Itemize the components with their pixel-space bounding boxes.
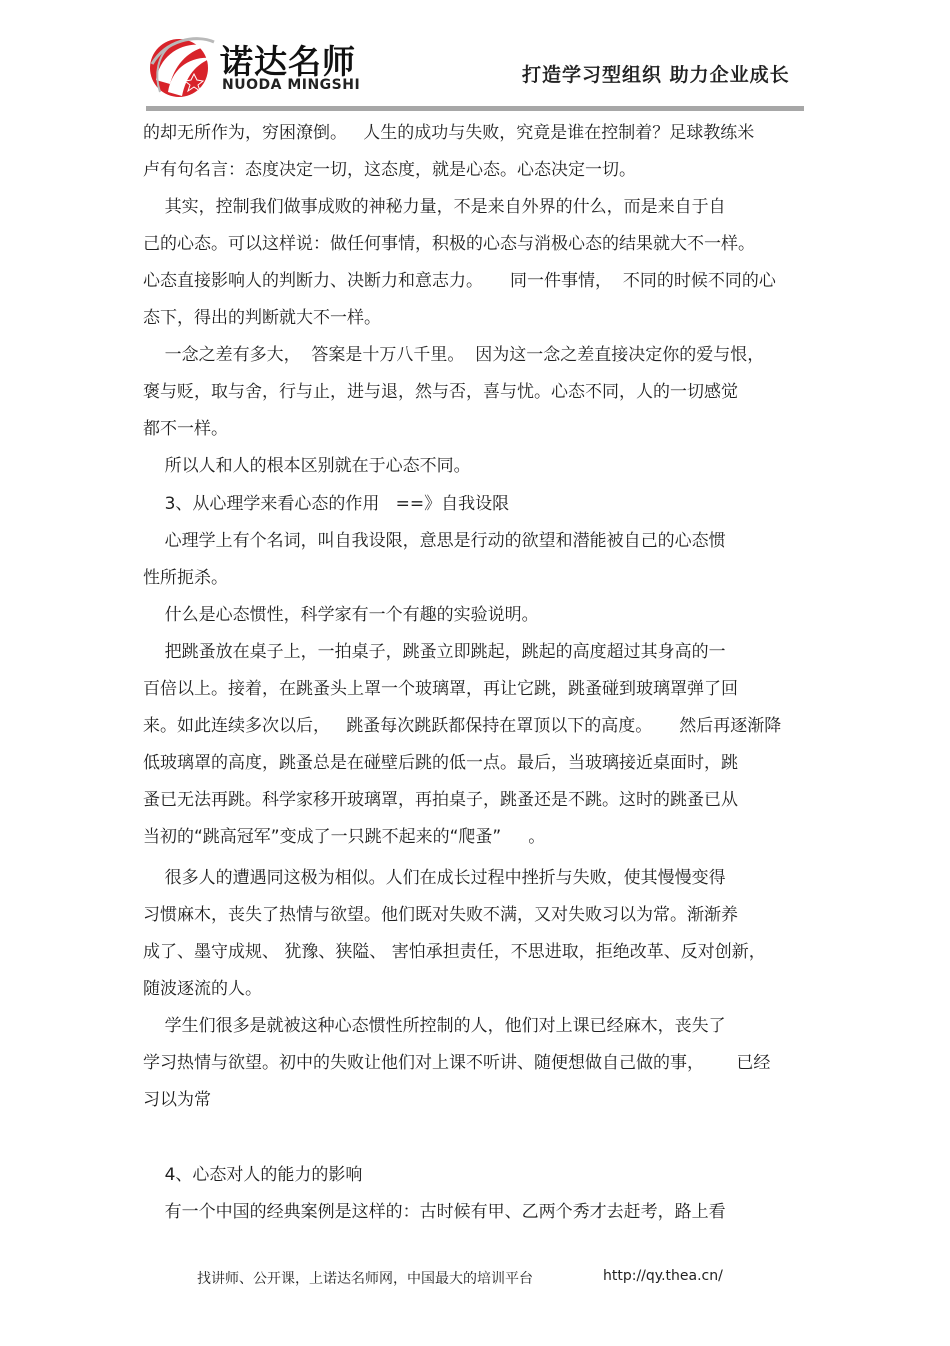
text-line: 学习热情与欲望。初中的失败让他们对上课不听讲、随便想做自己做的事， 已经	[143, 1053, 771, 1073]
footer-url-link[interactable]: http://qy.thea.cn/	[603, 1268, 723, 1284]
text-line: 低玻璃罩的高度，跳蚤总是在碰壁后跳的低一点。最后，当玻璃接近桌面时，跳	[143, 753, 738, 773]
text-line: 心态直接影响人的判断力、决断力和意志力。 同一件事情， 不同的时候不同的心	[143, 271, 776, 291]
text-line: 成了、墨守成规、 犹豫、狭隘、 害怕承担责任，不思进取，拒绝改革、反对创新，	[143, 942, 766, 962]
header-slogan: 打造学习型组织 助力企业成长	[522, 64, 790, 86]
text-line: 来。如此连续多次以后， 跳蚤每次跳跃都保持在罩顶以下的高度。 然后再逐渐降	[143, 716, 782, 736]
text-line: 都不一样。	[143, 419, 228, 439]
text-line: 心理学上有个名词，叫自我设限，意思是行动的欲望和潜能被自己的心态惯	[143, 531, 726, 551]
text-line: 蚤已无法再跳。科学家移开玻璃罩，再拍桌子，跳蚤还是不跳。这时的跳蚤已从	[143, 790, 738, 810]
footer-text: 找讲师、公开课，上诺达名师网，中国最大的培训平台	[197, 1271, 533, 1287]
header-divider	[146, 106, 804, 111]
text-line: 当初的“跳高冠军”变成了一只跳不起来的“爬蚤” 。	[143, 827, 546, 847]
text-line: 一念之差有多大， 答案是十万八千里。 因为这一念之差直接决定你的爱与恨，	[143, 345, 765, 365]
text-line: 性所扼杀。	[143, 568, 228, 588]
section-heading: 4、心态对人的能力的影响	[143, 1165, 363, 1185]
text-line: 习惯麻木，丧失了热情与欲望。他们既对失败不满，又对失败习以为常。渐渐养	[143, 905, 738, 925]
text-line: 随波逐流的人。	[143, 979, 262, 999]
text-line: 卢有句名言：态度决定一切，这态度，就是心态。心态决定一切。	[143, 160, 636, 180]
text-line: 其实，控制我们做事成败的神秘力量，不是来自外界的什么，而是来自于自	[143, 197, 726, 217]
text-line: 学生们很多是就被这种心态惯性所控制的人，他们对上课已经麻木，丧失了	[143, 1016, 726, 1036]
text-line: 所以人和人的根本区别就在于心态不同。	[143, 456, 471, 476]
text-line: 的却无所作为，穷困潦倒。 人生的成功与失败，究竟是谁在控制着？足球教练米	[143, 123, 755, 143]
text-line: 把跳蚤放在桌子上，一拍桌子，跳蚤立即跳起，跳起的高度超过其身高的一	[143, 642, 726, 662]
text-line: 很多人的遭遇同这极为相似。人们在成长过程中挫折与失败，使其慢慢变得	[143, 868, 726, 888]
brand-name-chinese: 诺达名师	[220, 42, 356, 81]
text-line: 习以为常	[143, 1090, 211, 1110]
text-line: 百倍以上。接着，在跳蚤头上罩一个玻璃罩，再让它跳，跳蚤碰到玻璃罩弹了回	[143, 679, 738, 699]
text-line: 什么是心态惯性，科学家有一个有趣的实验说明。	[143, 605, 539, 625]
text-line: 有一个中国的经典案例是这样的：古时候有甲、乙两个秀才去赶考，路上看	[143, 1202, 726, 1222]
text-line: 己的心态。可以这样说：做任何事情，积极的心态与消极心态的结果就大不一样。	[143, 234, 755, 254]
text-line: 褒与贬，取与舍，行与止，进与退，然与否，喜与忧。心态不同，人的一切感觉	[143, 382, 738, 402]
nuoda-logo-icon	[146, 34, 216, 100]
section-heading: 3、从心理学来看心态的作用 ==》自我设限	[143, 494, 510, 514]
brand-name-english: NUODA MINGSHI	[222, 77, 361, 93]
text-line: 态下，得出的判断就大不一样。	[143, 308, 381, 328]
